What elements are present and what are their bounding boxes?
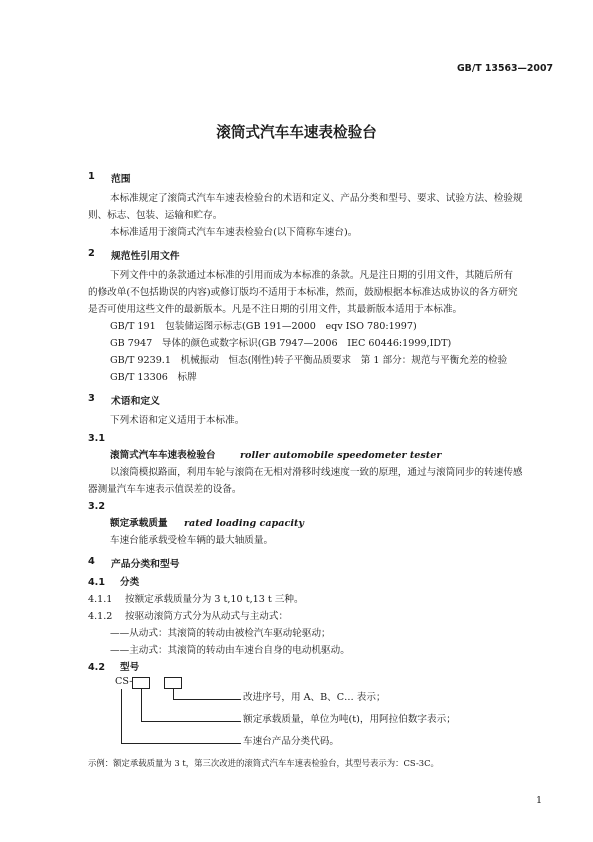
leader-line [121,689,122,743]
subsection-number: 4.1 [88,577,105,588]
term-english: roller automobile speedometer tester [240,450,442,461]
section-1-title: 范围 [111,174,131,185]
s2-paragraph-line: 是否可使用这些文件的最新版本。凡是不注日期的引用文件，其最新版本适用于本标准。 [88,304,463,315]
subsection-title: 分类 [120,577,140,588]
leader-line [173,689,174,699]
standard-number: GB/T 13563—2007 [456,63,553,74]
term-definition-line: 以滚筒模拟路面，利用车轮与滚筒在无相对滑移时线速度一致的原理，通过与滚筒同步的转速传感 [110,467,523,478]
s1-paragraph-line: 则、标志、包装、运输和贮存。 [88,210,223,221]
page-number: 1 [536,795,543,806]
clause-number: 4.1.2 [88,611,113,622]
s1-paragraph: 本标准适用于滚筒式汽车车速表检验台(以下简称车速台)。 [110,227,358,238]
term-definition: 车速台能承载受检车辆的最大轴质量。 [110,535,274,546]
leader-line [173,699,241,700]
term-definition-line: 器测量汽车车速表示值误差的设备。 [88,484,242,495]
annotation-category: 车速台产品分类代码。 [243,736,339,747]
model-capacity-box [132,677,150,689]
section-2-number: 2 [88,248,95,259]
clause-text: 按驱动滚筒方式分为从动式与主动式： [125,611,289,622]
subsection-title: 型号 [120,662,140,673]
section-4-title: 产品分类和型号 [111,559,180,570]
subsection-number: 4.2 [88,662,105,673]
model-prefix: CS- [115,676,133,687]
term-number: 3.1 [88,433,105,444]
clause-text: 按额定承载质量分为 3 t,10 t,13 t 三种。 [125,594,304,605]
clause-number: 4.1.1 [88,594,113,605]
reference-item: GB/T 191 包装储运图示标志(GB 191—2000 eqv ISO 780:1997) [110,321,417,332]
section-3-number: 3 [88,393,95,404]
dash-item: ——从动式：其滚筒的转动由被检汽车驱动轮驱动； [110,628,331,639]
term-chinese: 滚筒式汽车车速表检验台 [110,450,216,461]
term-english: rated loading capacity [184,518,304,529]
annotation-capacity: 额定承载质量，单位为吨(t)，用阿拉伯数字表示； [243,714,456,725]
s2-paragraph-line: 下列文件中的条款通过本标准的引用而成为本标准的条款。凡是注日期的引用文件，其随后所有 [110,270,513,281]
dash-item: ——主动式：其滚筒的转动由车速台自身的电动机驱动。 [110,645,350,656]
leader-line [141,721,241,722]
leader-line [141,689,142,721]
section-3-title: 术语和定义 [111,396,160,407]
leader-line [121,743,241,744]
s2-paragraph-line: 的修改单(不包括勘误的内容)或修订版均不适用于本标准，然而，鼓励根据本标准达成协议的各方研究 [88,287,518,298]
document-title: 滚筒式汽车车速表检验台 [216,124,377,141]
model-revision-box [164,677,182,689]
s1-paragraph-line: 本标准规定了滚筒式汽车车速表检验台的术语和定义、产品分类和型号、要求、试验方法、检验规 [110,193,523,204]
example-note: 示例：额定承载质量为 3 t，第三次改进的滚筒式汽车车速表检验台，其型号表示为：CS-3C。 [88,758,439,768]
reference-item: GB/T 13306 标牌 [110,372,197,383]
section-2-title: 规范性引用文件 [111,251,180,262]
s3-intro: 下列术语和定义适用于本标准。 [110,415,245,426]
term-chinese: 额定承载质量 [110,518,168,529]
section-1-number: 1 [88,171,95,182]
reference-item: GB/T 9239.1 机械振动 恒态(刚性)转子平衡品质要求 第 1 部分：规范与平衡允差的检验 [110,355,508,366]
section-4-number: 4 [88,556,95,567]
reference-item: GB 7947 导体的颜色或数字标识(GB 7947—2006 IEC 60446:1999,IDT) [110,338,452,349]
annotation-revision: 改进序号，用 A、B、C… 表示； [243,692,386,703]
term-number: 3.2 [88,501,105,512]
